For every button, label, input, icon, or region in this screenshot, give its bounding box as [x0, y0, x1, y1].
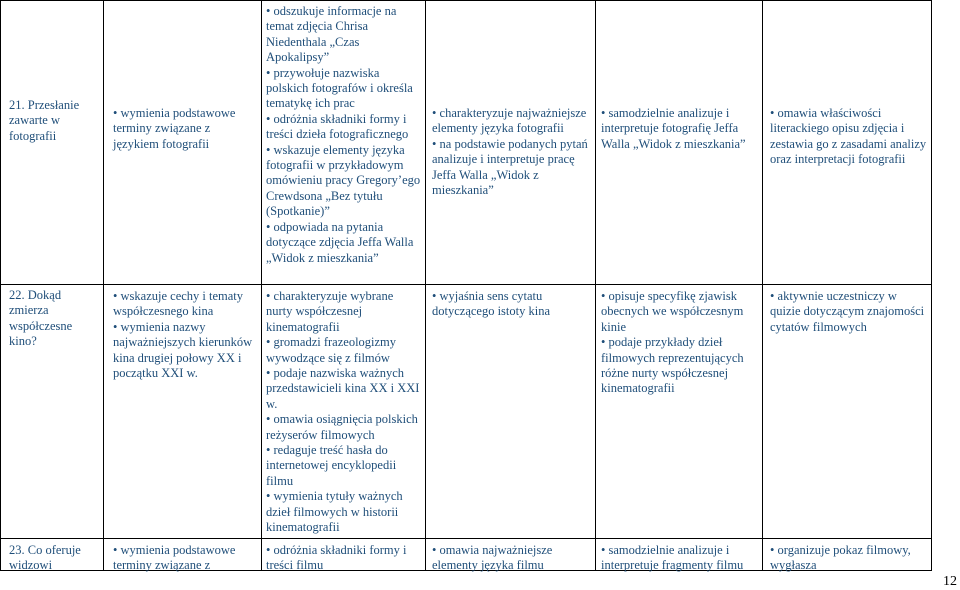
requirements-cell	[770, 289, 928, 335]
list-item: • omawia osiągnięcia polskich reżyserów filmowych	[266, 412, 422, 443]
requirements-cell	[601, 543, 759, 574]
list-item: • odpowiada na pytania dotyczące zdjęcia Jeffa Walla „Widok z mieszkania”	[266, 220, 422, 266]
requirements-cell	[266, 543, 422, 574]
list-item: • wymienia tytuły ważnych dzieł filmowych w historii kinematografii	[266, 489, 422, 535]
list-item: • odróżnia składniki formy i treści dzieła fotograficznego	[266, 112, 422, 143]
list-item: • opisuje specyfikę zjawisk obecnych we współczesnym kinie	[601, 289, 759, 335]
topic-title: 22. Dokąd zmierza współczesne kino?	[9, 288, 73, 349]
list-item: • redaguje treść hasła do internetowej encyklopedii filmu	[266, 443, 422, 489]
column-divider	[595, 0, 596, 571]
list-item: • wymienia podstawowe terminy związane z językiem fotografii	[113, 106, 255, 152]
requirements-cell	[601, 106, 759, 152]
requirements-cell	[432, 106, 592, 198]
topic-title: 21. Przesłanie zawarte w fotografii	[9, 98, 80, 143]
requirements-cell	[113, 289, 258, 381]
requirements-cell	[770, 106, 928, 168]
list-item: • podaje przykłady dzieł filmowych reprezentujących różne nurty współczesnej kinematografii	[601, 335, 759, 397]
requirements-cell	[266, 4, 422, 266]
column-divider	[103, 0, 104, 571]
list-item: • wyjaśnia sens cytatu dotyczącego istoty kina	[432, 289, 592, 320]
row-divider	[0, 0, 932, 1]
list-item: • przywołuje nazwiska polskich fotografów i określa tematykę ich prac	[266, 66, 422, 112]
list-item: • wymienia podstawowe terminy związane z	[113, 543, 258, 574]
list-item: • gromadzi frazeologizmy wywodzące się z filmów	[266, 335, 422, 366]
list-item: • aktywnie uczestniczy w quizie dotyczącym znajomości cytatów filmowych	[770, 289, 928, 335]
requirements-cell	[113, 543, 258, 574]
list-item: • organizuje pokaz filmowy, wygłasza	[770, 543, 928, 574]
requirements-cell	[601, 289, 759, 397]
list-item: • wskazuje elementy języka fotografii w przykładowym omówieniu pracy Gregory’ego Crewdsona „Bez tytułu (Spotkanie)”	[266, 143, 422, 220]
list-item: • na podstawie podanych pytań analizuje i interpretuje pracę Jeffa Walla „Widok z mieszkania”	[432, 137, 592, 199]
requirements-cell	[432, 543, 592, 574]
row-divider	[0, 538, 932, 539]
topic-cell	[9, 288, 99, 350]
column-divider	[261, 0, 262, 571]
requirements-cell	[770, 543, 928, 574]
list-item: • samodzielnie analizuje i interpretuje fotografię Jeffa Walla „Widok z mieszkania”	[601, 106, 759, 152]
list-item: • odróżnia składniki formy i treści filmu	[266, 543, 422, 574]
column-divider	[762, 0, 763, 571]
column-divider	[931, 0, 932, 571]
list-item: • charakteryzuje wybrane nurty współczesnej kinematografii	[266, 289, 422, 335]
list-item: • charakteryzuje najważniejsze elementy języka fotografii	[432, 106, 592, 137]
list-item: • omawia najważniejsze elementy języka filmu	[432, 543, 592, 574]
row-divider	[0, 284, 932, 285]
list-item: • omawia właściwości literackiego opisu zdjęcia i zestawia go z zasadami analizy oraz interpretacji fotografii	[770, 106, 928, 168]
topic-title: 23. Co oferuje widzowi	[9, 543, 81, 573]
list-item: • podaje nazwiska ważnych przedstawicieli kina XX i XXI w.	[266, 366, 422, 412]
column-divider	[0, 0, 1, 571]
list-item: • samodzielnie analizuje i interpretuje fragmenty filmu	[601, 543, 759, 574]
requirements-cell	[266, 289, 422, 536]
list-item: • odszukuje informacje na temat zdjęcia Chrisa Niedenthala „Czas Apokalipsy”	[266, 4, 422, 66]
column-divider	[425, 0, 426, 571]
list-item: • wymienia nazwy najważniejszych kierunków kina drugiej połowy XX i początku XXI w.	[113, 320, 258, 382]
list-item: • wskazuje cechy i tematy współczesnego kina	[113, 289, 258, 320]
page-number: 12	[943, 574, 957, 589]
requirements-cell	[113, 106, 255, 152]
topic-cell	[9, 543, 99, 574]
topic-cell	[9, 98, 99, 144]
requirements-cell	[432, 289, 592, 320]
